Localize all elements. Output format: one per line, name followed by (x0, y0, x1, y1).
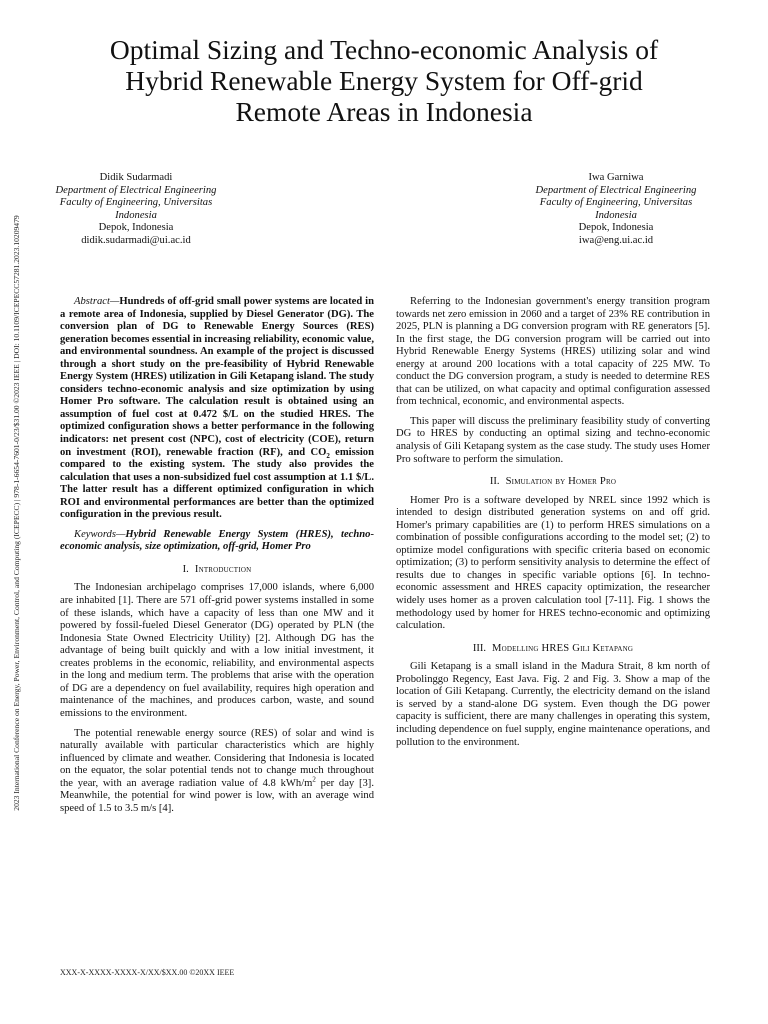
left-column (60, 296, 374, 822)
abstract-lead: Abstract— (74, 296, 120, 307)
intro2-text-b: per day [3]. Meanwhile, the potential for wind power is low, with an average wind speed of 1.5 to 3.5 m/s [4]. (60, 777, 374, 814)
copyright-footer: XXX-X-XXXX-XXXX-X/XX/$XX.00 ©20XX IEEE (60, 968, 235, 977)
title-line-3: Remote Areas in Indonesia (235, 96, 533, 127)
section-title: Modelling HRES Gili Ketapang (492, 642, 634, 654)
paragraph-intro-1: The Indonesian archipelago comprises 17,000 islands, where 6,000 are inhabited [1]. There are 571 off-grid power systems installed in some of these islands, which have a capacity of less than one MW and it powered by fossil-fueled Diesel Generator (DG) operated by PLN (the Indonesia State Owned Electricity Utility) [2]. Although DG has the advantage of being built quickly and with a low initial investment, it creates problems in the economic, reliability, and environmental aspects in the long and medium term. The problems that arise with the operation of DG are a dependency on fuel availability, requires high operation and maintenance of the machines, and produces carbon, waste, and sound emissions to the environment. (60, 582, 374, 719)
author-email: didik.sudarmadi@ui.ac.id (81, 234, 191, 246)
section-heading-simulation (396, 476, 710, 489)
author-department: Department of Electrical Engineering (535, 184, 697, 196)
right-column (396, 296, 710, 756)
paragraph-gili-ketapang: Gili Ketapang is a small island in the Madura Strait, 8 km north of Probolinggo Regency, East Java. Fig. 2 and Fig. 3. Show a map of the location of Gili Ketapang. Currently, the electricity demand on the island is served by a stand-alone DG system. Even though the DG power capacity is sufficient, there are many challenges in operating this system, including dependence on fuel supply, engine maintenance operations, and pollution to the environment. (396, 661, 710, 748)
author-block-1 (36, 172, 236, 248)
intro2-sup: 2 (312, 775, 316, 784)
paragraph-homer: Homer Pro is a software developed by NREL since 1992 which is intended to design distributed generation systems on and off grid. Homer's primary capabilities are (1) to perform HRES simulations on a combination of possible configurations according to the model set; (2) to optimize model configurations with specific criteria based on economic optimization; (3) to perform sensitivity analysis to determine the effect of results due to changes in specific variable options [6]. In techno-economic assessment and HRES capacity optimization, the researcher widely uses homer as a proven calculation tool [7-11]. Fig. 1 shows the methodology used by homer for HRES techno-economic and optimizing calculation. (396, 494, 710, 632)
author-city: Depok, Indonesia (578, 222, 654, 234)
doi-side-strip (10, 128, 24, 898)
author-faculty: Faculty of Engineering, Universitas (59, 197, 213, 209)
author-faculty: Faculty of Engineering, Universitas (539, 197, 693, 209)
keywords-text: Hybrid Renewable Energy System (HRES), techno-economic analysis, size optimization, off-grid, Homer Pro (60, 528, 374, 553)
author-name: Didik Sudarmadi (99, 172, 173, 183)
abstract-text-a: Hundreds of off-grid small power systems are located in a remote area of Indonesia, supplied by Diesel Generator (DG). The conversion plan of DG to Renewable Energy Sources (RES) generation becomes essential in increasing reliability, economic value, and environmental soundness. An example of the project is discussed through a short study on the pre-feasibility of Hybrid Renewable Energy System (HRES) utilization in Gili Ketapang island. The study considers techno-economic analysis and size optimization by using Homer Pro software. The calculation result is obtained using an assumption of fuel cost at 0.472 $/L on the studied HRES. The optimized configuration shows a better performance in the following indicators: net present cost (NPC), cost of electricity (COE), return on investment (ROI), renewable fraction (RF), and CO (60, 296, 374, 458)
section-title: Introduction (194, 563, 252, 575)
author-country: Indonesia (115, 209, 157, 221)
section-number: II. (489, 476, 500, 488)
section-title: Simulation by Homer Pro (505, 476, 617, 488)
author-block-2 (516, 172, 716, 248)
author-department: Department of Electrical Engineering (55, 184, 217, 196)
section-heading-introduction (60, 564, 374, 577)
author-country: Indonesia (595, 209, 637, 221)
keywords-lead: Keywords— (74, 528, 126, 540)
intro2-text-a: The potential renewable energy source (RES) of solar and wind is naturally available with particular characteristics which are highly influenced by climate and weather. Considering that Indonesia is located on the equator, the solar potential tends not to change much throughout the year, with an average radiation value of 4.8 kWh/m (60, 727, 374, 789)
title-line-2: Hybrid Renewable Energy System for Off-grid (125, 65, 643, 96)
paragraph-right-1: Referring to the Indonesian government's energy transition program towards net zero emission in 2060 and a target of 23% RE contribution in 2025, PLN is planning a DG conversion program with RE generators [5]. In the first stage, the DG conversion program will be carried out into Hybrid Renewable Energy Systems (HRES) utilizing solar and wind energy at around 200 locations with a total capacity of 225 MW. To conduct the DG conversion program, a study is needed to determine RES that can be utilized, on what capacity and optimal configuration assessed from technical, economic, and environmental aspects. (396, 296, 710, 408)
doi-side-text: 2023 International Conference on Energy, Power, Environment, Control, and Computing (ICEPECC) | 978-1-6654-7601-0/23/$31.00 ©2023 IEEE | DOI: 10.1109/ICEPECC57281.2023.10209479 (12, 215, 21, 811)
section-heading-modelling (396, 643, 710, 656)
author-name: Iwa Garniwa (588, 172, 644, 183)
section-number: I. (182, 563, 189, 575)
section-number: III. (472, 642, 487, 654)
abstract (60, 296, 374, 522)
paper-title (40, 34, 728, 127)
author-city: Depok, Indonesia (98, 222, 174, 234)
abstract-text-b: emission compared to the existing system. The study also provides the calculation that uses a non-subsidized fuel cost assumption at 1.1 $/L. The latter result has a different optimized configuration in which ROI and environmental performances are better than the optimized configuration in the previous result. (60, 446, 374, 521)
keywords (60, 529, 374, 554)
paragraph-intro-2 (60, 728, 374, 816)
paragraph-right-2: This paper will discuss the preliminary feasibility study of converting DG to HRES by conducting an optimal sizing and techno-economic analysis of Gili Ketapang system as the case study. The study uses Homer Pro software to perform the simulation. (396, 415, 710, 465)
author-email: iwa@eng.ui.ac.id (578, 234, 654, 246)
abstract-sub: 2 (326, 451, 330, 460)
title-line-1: Optimal Sizing and Techno-economic Analysis of (109, 34, 659, 65)
